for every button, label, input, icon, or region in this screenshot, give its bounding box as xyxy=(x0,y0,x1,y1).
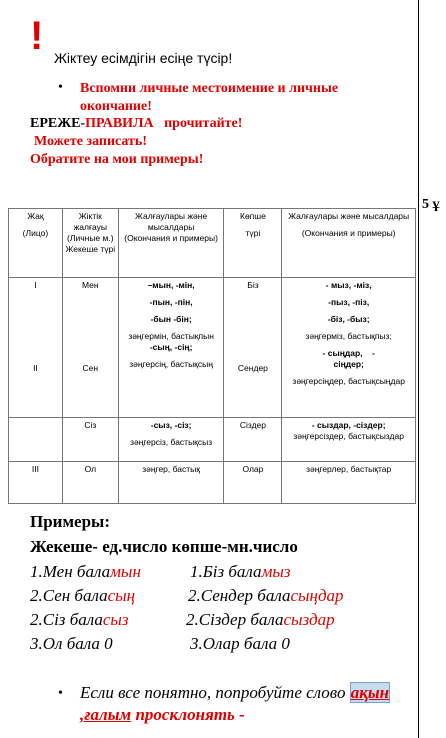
can-write-note: Можете записать! xyxy=(34,134,147,149)
ending: - сыздар, -сіздер; xyxy=(311,420,386,430)
pronoun: Біз xyxy=(247,280,259,290)
pronoun: Сендер xyxy=(237,363,268,373)
ending: - мыз, -міз, xyxy=(325,280,372,290)
example: зәңгерсіз, бастықсыз xyxy=(130,437,213,447)
example: зәңгерлер, бастықтар xyxy=(306,464,392,474)
table-row xyxy=(9,278,416,418)
example-singular: 2.Сен баласың xyxy=(30,586,136,605)
pronoun: Сен xyxy=(82,363,99,373)
example-singular: 2.Сіз баласыз xyxy=(30,610,129,629)
col-singular: Жіктік жалғауы (Личные м.) Жекеше түрі xyxy=(62,209,118,278)
example: зәңгер, бастық xyxy=(142,464,201,474)
example: зәңгерсіңдер, бастықсыңдар xyxy=(292,376,405,386)
ending: -біз, -быз; xyxy=(327,314,370,324)
ending: -пыз, -піз, xyxy=(328,297,370,307)
pronoun: Сіздер xyxy=(239,420,266,430)
person-label: III xyxy=(31,464,39,474)
ending: -сыз, -сіз; xyxy=(150,420,192,430)
bullet-icon: • xyxy=(58,80,63,95)
col-plural: Көпше түрі xyxy=(224,209,282,278)
person-label: I xyxy=(34,280,37,290)
example-plural: 2.Сендер баласыңдар xyxy=(188,586,344,605)
bullet-icon: • xyxy=(58,686,63,701)
col-person: Жақ (Лицо) xyxy=(9,209,63,278)
rule-heading xyxy=(30,116,242,132)
example-plural: 1.Біз баламыз xyxy=(190,562,291,581)
person-label: II xyxy=(33,363,38,373)
table-row xyxy=(9,418,416,462)
instruction-ru: Вспомни личные местоимение и личные окончание! xyxy=(80,81,339,114)
examples-subtitle: Жекеше- ед.число көпше-мн.число xyxy=(30,537,298,556)
example-plural: 2.Сіздер баласыздар xyxy=(186,610,335,629)
rule-read: прочитайте! xyxy=(164,116,243,131)
word-akyn: ақын xyxy=(350,683,390,702)
pronoun: Сіз xyxy=(84,420,97,430)
ending: сіңдер; xyxy=(333,359,364,369)
example: зәңгерміз, бастықпыз; xyxy=(305,331,392,341)
pronoun: Мен xyxy=(82,280,99,290)
ending: -пын, -пін, xyxy=(149,297,193,307)
ending: –мын, -мін, xyxy=(147,280,195,290)
see-examples-note: Обратите на мои примеры! xyxy=(30,152,204,167)
ending: -бын -бін; xyxy=(150,314,192,324)
example: зәңгерсіздер, бастықсыздар xyxy=(293,431,404,441)
personal-endings-table xyxy=(8,208,416,504)
example: зәңгермін, бастықпын xyxy=(128,331,214,341)
example-plural: 3.Олар бала 0 xyxy=(190,634,290,653)
example: зәңгерсің, бастықсың xyxy=(129,359,213,369)
examples-title: Примеры: xyxy=(30,512,110,531)
rule-ru: ПРАВИЛА xyxy=(85,116,154,131)
table-header-row xyxy=(9,209,416,278)
col-plural-endings: Жалғаулары және мысалдары (Окончания и примеры) xyxy=(282,209,416,278)
task-instruction: Если все понятно, попробуйте слово ақын ,ғалым просклонять - xyxy=(80,683,390,724)
instruction-kz: Жіктеу есімдігін есіңе түсір! xyxy=(54,50,233,66)
word-galym: ,ғалым xyxy=(80,705,132,724)
exclamation-icon: ! xyxy=(30,14,44,58)
ending: -сың, -сің; xyxy=(149,342,193,352)
pronoun: Ол xyxy=(84,464,97,474)
rule-kz: ЕРЕЖЕ- xyxy=(30,116,86,131)
side-note: 5 ұ xyxy=(422,197,440,212)
pronoun: Олар xyxy=(242,464,264,474)
table-row xyxy=(9,462,416,504)
page-margin-line xyxy=(418,0,419,738)
example-singular: 3.Ол бала 0 xyxy=(30,634,113,653)
example-singular: 1.Мен баламын xyxy=(30,562,141,581)
ending: - сыңдар, - xyxy=(322,348,375,358)
col-singular-endings: Жалғаулары және мысалдары (Окончания и примеры) xyxy=(118,209,224,278)
